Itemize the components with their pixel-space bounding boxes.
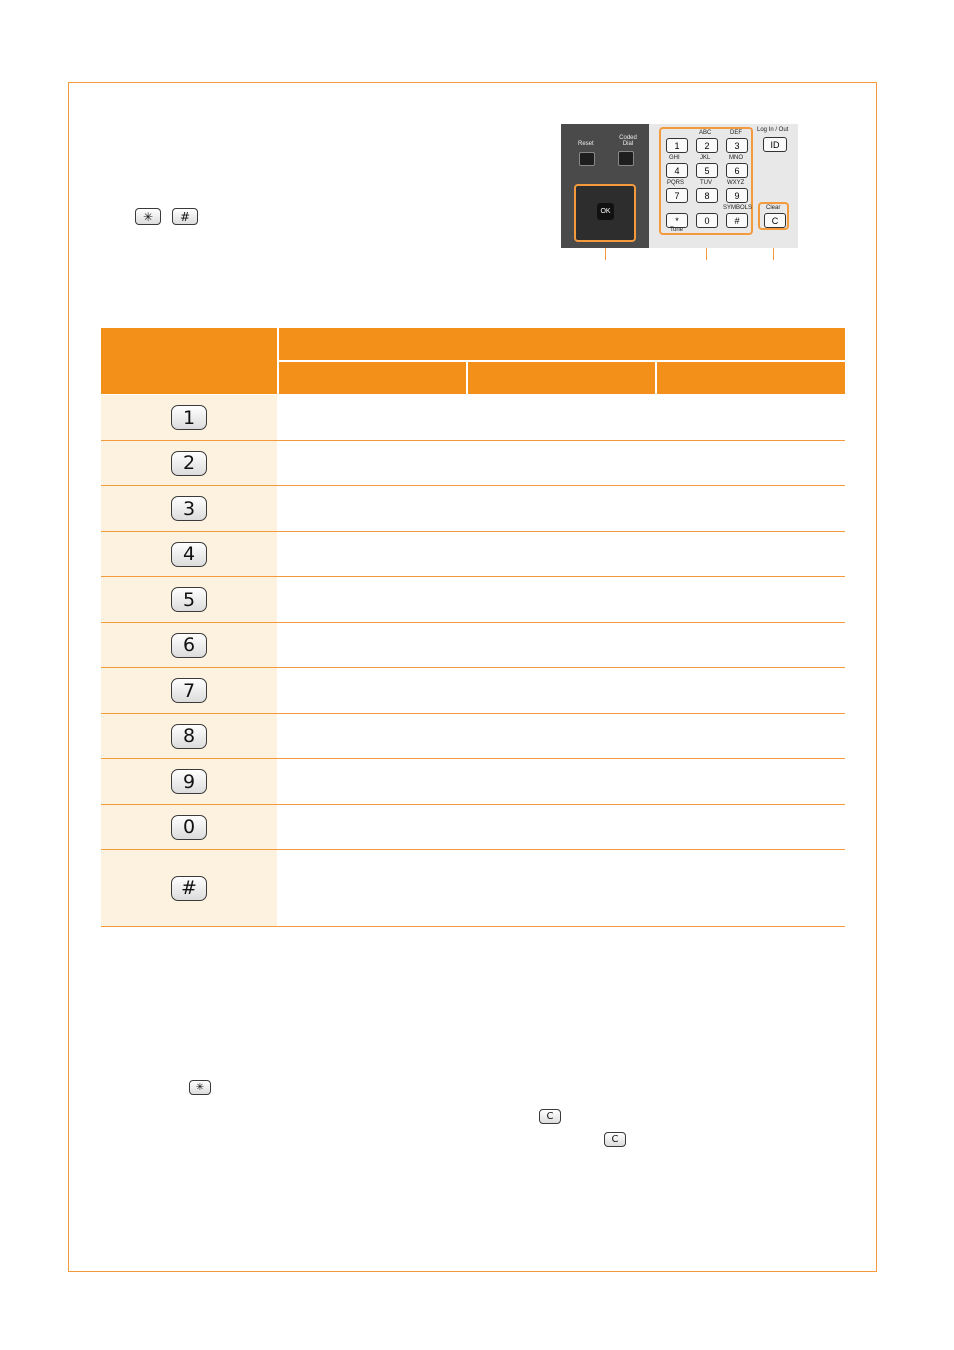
letters-wxyz: WXYZ: [727, 180, 745, 186]
callout-line-keypad: [706, 248, 707, 260]
panel-key-6: 6: [726, 163, 748, 178]
key-3-icon: 3: [171, 496, 207, 521]
table-row: [101, 486, 845, 532]
letters-jkl: JKL: [700, 155, 711, 161]
hash-key-icon: #: [172, 208, 198, 225]
panel-key-1: 1: [666, 138, 688, 153]
panel-key-8: 8: [696, 188, 718, 203]
panel-key-3: 3: [726, 138, 748, 153]
key-8-icon: 8: [171, 724, 207, 749]
table-header-mode: [279, 328, 845, 360]
table-row: [101, 623, 845, 668]
key-4-icon: 4: [171, 542, 207, 567]
panel-key-0: 0: [696, 213, 718, 228]
table-header-sub-1: [279, 362, 466, 394]
letters-symbols: SYMBOLS: [723, 205, 753, 211]
table-row: [101, 577, 845, 623]
key-9-icon: 9: [171, 769, 207, 794]
control-panel-illustration: [561, 124, 798, 248]
table-row: [101, 668, 845, 714]
table-row: [101, 714, 845, 759]
ok-button: OK: [597, 203, 614, 220]
coded-dial-button-icon: [618, 151, 634, 166]
clear-label: Clear: [766, 205, 781, 211]
table-header-key: [101, 328, 277, 394]
key-2-icon: 2: [171, 451, 207, 476]
panel-key-hash: #: [726, 213, 748, 228]
callout-line-dpad: [605, 248, 606, 260]
panel-key-4: 4: [666, 163, 688, 178]
numeric-keypad-icon: [659, 127, 753, 235]
key-0-icon: 0: [171, 815, 207, 840]
table-row: [101, 532, 845, 577]
star-key-icon: ✳: [189, 1080, 211, 1095]
letters-pqrs: PQRS: [667, 180, 685, 186]
key-5-icon: 5: [171, 587, 207, 612]
letters-def: DEF: [730, 130, 742, 136]
clear-key-icon: C: [539, 1109, 561, 1124]
table-row: [101, 441, 845, 486]
clear-key-highlight: [758, 202, 789, 230]
key-6-icon: 6: [171, 633, 207, 658]
panel-key-7: 7: [666, 188, 688, 203]
letters-tuv: TUV: [700, 180, 712, 186]
reset-label: Reset: [578, 141, 594, 147]
table-row: [101, 850, 845, 927]
star-key-icon: ✳: [135, 208, 161, 225]
panel-key-2: 2: [696, 138, 718, 153]
panel-key-5: 5: [696, 163, 718, 178]
login-label: Log In / Out: [757, 127, 789, 133]
coded-dial-label: Coded Dial: [619, 135, 637, 147]
key-7-icon: 7: [171, 678, 207, 703]
dpad-icon: [574, 184, 636, 242]
clear-key-icon: C: [604, 1132, 626, 1147]
clear-key: C: [764, 213, 786, 228]
reset-button-icon: [579, 152, 595, 166]
letters-ghi: GHI: [669, 155, 680, 161]
table-header-sub-2: [468, 362, 655, 394]
table-row: [101, 759, 845, 805]
id-key: ID: [763, 137, 787, 152]
panel-key-9: 9: [726, 188, 748, 203]
letters-abc: ABC: [699, 130, 712, 136]
table-header-sub-3: [657, 362, 845, 394]
tone-label: Tone: [670, 227, 684, 233]
letters-mno: MNO: [729, 155, 743, 161]
panel-key-star: *: [666, 213, 688, 228]
key-hash-icon: #: [171, 876, 207, 901]
key-1-icon: 1: [171, 405, 207, 430]
table-row: [101, 805, 845, 850]
callout-line-clear: [773, 248, 774, 260]
table-row: [101, 395, 845, 441]
